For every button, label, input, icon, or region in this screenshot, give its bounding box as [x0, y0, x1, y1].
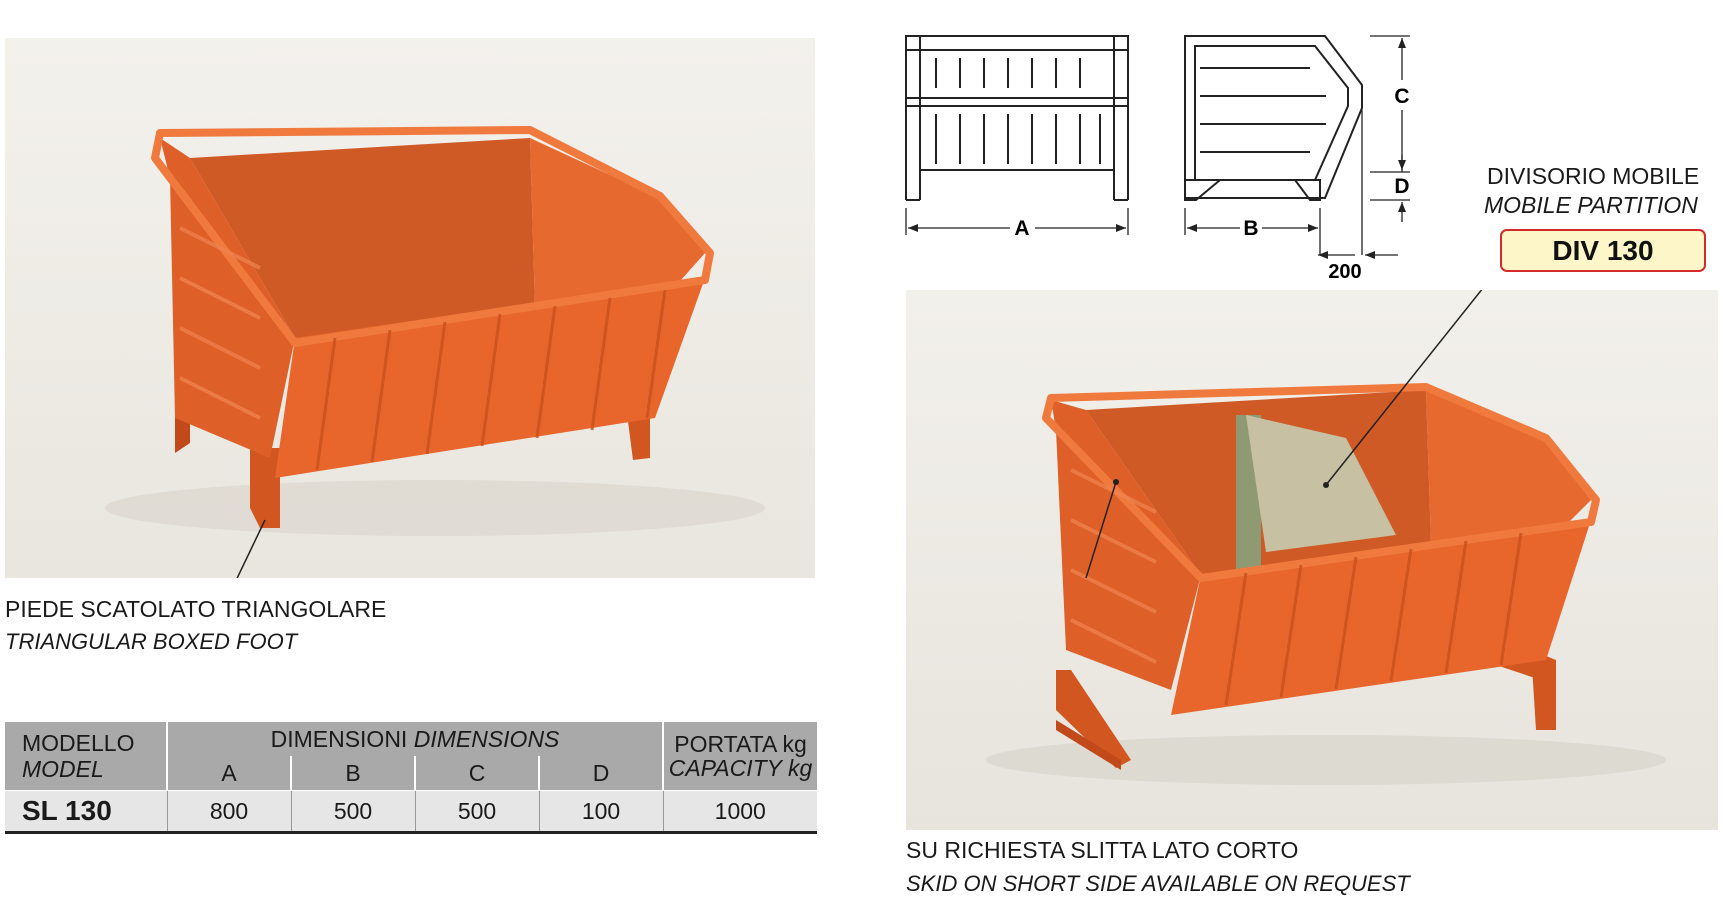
dimension-a-label: A — [1014, 217, 1030, 240]
column-header-c: C — [415, 756, 539, 791]
side-view-drawing — [1185, 36, 1362, 200]
dimension-d-label: D — [1394, 175, 1410, 198]
dimension-c-label: C — [1394, 85, 1410, 108]
skid-caption-italian: SU RICHIESTA SLITTA LATO CORTO — [906, 837, 1299, 863]
table-row — [5, 791, 817, 833]
column-header-d: D — [539, 756, 663, 791]
spec-table — [5, 722, 817, 834]
front-view-drawing — [906, 36, 1128, 200]
capacity-header: PORTATA kg CAPACITY kg — [668, 731, 813, 781]
model-header: MODELLO MODEL — [5, 722, 167, 791]
partition-label-italian: DIVISORIO MOBILE — [1487, 163, 1700, 189]
partition-label-english: MOBILE PARTITION — [1484, 192, 1698, 218]
container-with-partition-illustration — [906, 290, 1718, 830]
dimension-b-label: B — [1243, 217, 1259, 240]
dimension-b-cell: 500 — [291, 791, 415, 833]
product-photo-foot — [5, 38, 815, 578]
product-photo-partition — [906, 290, 1718, 830]
column-header-b: B — [291, 756, 415, 791]
skid-caption-english: SKID ON SHORT SIDE AVAILABLE ON REQUEST — [906, 871, 1410, 896]
dimension-d-cell: 100 — [539, 791, 663, 833]
column-header-a: A — [167, 756, 291, 791]
dimensions-header: DIMENSIONI DIMENSIONS — [167, 722, 663, 756]
technical-drawing — [900, 30, 1420, 285]
container-illustration — [5, 38, 815, 578]
skid-offset-label: 200 — [1328, 261, 1362, 283]
dimension-a-cell: 800 — [167, 791, 291, 833]
capacity-cell: 1000 — [663, 791, 817, 833]
dimension-c-cell: 500 — [415, 791, 539, 833]
partition-code-badge: DIV 130 — [1500, 229, 1706, 272]
model-cell: SL 130 — [5, 791, 167, 833]
foot-caption-italian: PIEDE SCATOLATO TRIANGOLARE — [5, 596, 387, 622]
foot-caption-english: TRIANGULAR BOXED FOOT — [5, 629, 298, 654]
